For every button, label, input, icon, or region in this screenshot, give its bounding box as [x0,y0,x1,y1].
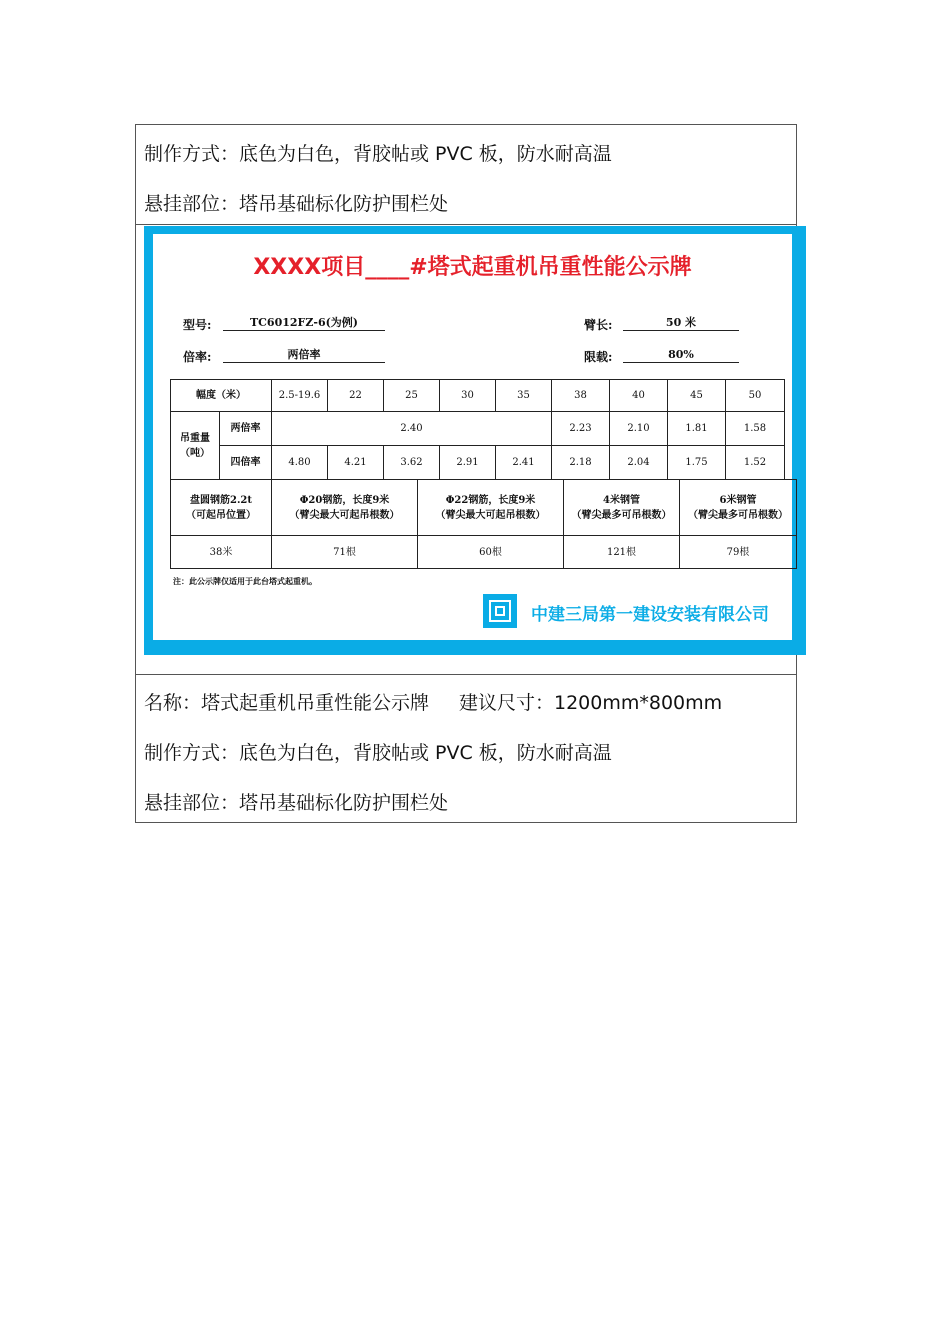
coil-rebar-value: 38米 [170,535,272,569]
pipe6-sub: （臂尖最多可吊根数） [688,509,788,521]
weight-header-text: 吊重量（吨） [180,432,210,459]
quad-cell: 4.21 [327,445,384,480]
quad-cell: 1.52 [725,445,785,480]
amp-cell: 30 [439,379,496,412]
coil-rebar-sub: （可起吊位置） [186,509,256,521]
amp-cell: 22 [327,379,384,412]
load-table [170,379,797,569]
limit-label: 限载: [584,350,613,364]
quad-cell: 2.18 [551,445,610,480]
pipe6-value: 79根 [679,535,797,569]
pipe4-sub: （臂尖最多可吊根数） [571,509,672,521]
coil-rebar-header [170,479,272,536]
model-value: TC6012FZ-6(为例) [223,315,385,331]
quad-ratio-label: 四倍率 [219,445,272,480]
arm-label: 臂长: [584,318,613,332]
crane-sign [144,226,806,655]
amp-cell: 50 [725,379,785,412]
quad-cell: 4.80 [271,445,328,480]
amp-cell: 2.5-19.6 [271,379,328,412]
amplitude-header: 幅度（米） [170,379,272,412]
method-text-2: 制作方式：底色为白色，背胶帖或 PVC 板，防水耐高温 [144,742,612,764]
quad-cell: 3.62 [383,445,440,480]
rebar20-header [271,479,418,536]
amp-cell: 25 [383,379,440,412]
pipe4-header [563,479,680,536]
quad-cell: 2.04 [609,445,668,480]
location-text-2: 悬挂部位：塔吊基础标化防护围栏处 [144,792,449,814]
top-spec-cell [136,125,796,225]
rebar20-value: 71根 [271,535,418,569]
method-text: 制作方式：底色为白色，背胶帖或 PVC 板，防水耐高温 [144,143,612,165]
pipe6-title: 6米钢管 [719,494,757,506]
bottom-spec-cell [136,674,796,824]
rebar22-header [417,479,564,536]
pipe4-value: 121根 [563,535,680,569]
rebar22-title: Φ22钢筋，长度9米 [445,494,536,506]
coil-rebar-title: 盘圆钢筋2.2t [189,494,253,506]
quad-cell: 2.41 [495,445,552,480]
rebar22-value: 60根 [417,535,564,569]
ratio-label: 倍率: [183,350,212,364]
rebar20-title: Φ20钢筋，长度9米 [299,494,390,506]
double-cell: 1.58 [725,411,785,446]
size-text: 建议尺寸：1200mm*800mm [459,692,723,714]
double-ratio-label: 两倍率 [219,411,272,446]
amp-cell: 35 [495,379,552,412]
rebar22-sub: （臂尖最大可起吊根数） [435,509,546,521]
quad-cell: 1.75 [667,445,726,480]
double-cell: 1.81 [667,411,726,446]
quad-cell: 2.91 [439,445,496,480]
rebar20-sub: （臂尖最大可起吊根数） [289,509,400,521]
pipe4-title: 4米钢管 [603,494,640,506]
double-merged-cell: 2.40 [271,411,552,446]
double-cell: 2.10 [609,411,668,446]
amp-cell: 38 [551,379,610,412]
double-cell: 2.23 [551,411,610,446]
company-name: 中建三局第一建设安装有限公司 [531,605,769,625]
name-text: 名称：塔式起重机吊重性能公示牌 [144,692,430,714]
sign-title: XXXX项目____#塔式起重机吊重性能公示牌 [253,255,692,280]
sign-panel [153,234,792,640]
model-label: 型号: [183,318,212,332]
cscec-logo-icon [483,594,517,628]
arm-value: 50 米 [623,315,739,331]
weight-header [170,411,220,480]
pipe6-header [679,479,797,536]
location-text: 悬挂部位：塔吊基础标化防护围栏处 [144,193,449,215]
sign-note: 注：此公示牌仅适用于此台塔式起重机。 [173,576,317,586]
ratio-value: 两倍率 [223,347,385,363]
amp-cell: 45 [667,379,726,412]
limit-value: 80% [623,347,739,363]
amp-cell: 40 [609,379,668,412]
